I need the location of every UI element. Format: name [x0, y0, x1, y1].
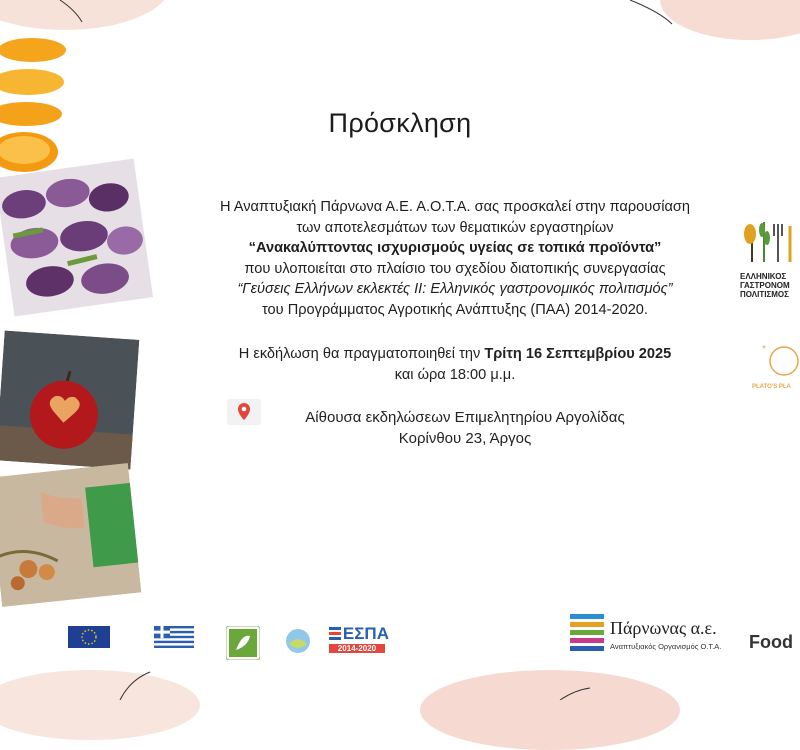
body-line-6: του Προγράμματος Αγροτικής Ανάπτυξης (ΠΑΑ) 2014-2020. [262, 301, 648, 318]
espa-text: ΕΣΠΑ [342, 624, 389, 643]
body-line-4: που υλοποιείται στο πλαίσιο του σχεδίου διατοπικής συνεργασίας [244, 260, 666, 277]
venue-name: Αίθουσα εκδηλώσεων Επιμελητηρίου Αργολίδας [305, 409, 625, 426]
svg-text:*: * [762, 344, 766, 355]
leader-logo [226, 626, 260, 665]
greek-flag-logo [154, 626, 194, 653]
plato-logo-text: PLATO'S PLA [752, 384, 791, 390]
event-time: και ώρα 18:00 μ.μ. [394, 366, 516, 383]
body-line-2: των αποτελεσμάτων των θεματικών εργαστηρίων [296, 219, 614, 236]
parnon-stripes-icon [570, 614, 604, 654]
garden-harvest-photo [0, 463, 141, 607]
eu-flag-logo [68, 626, 110, 653]
event-date: Τρίτη 16 Σεπτεμβρίου 2025 [484, 346, 672, 362]
gastronomy-logo-line-3: ΠΟΛΙΤΙΣΜΟΣ [740, 290, 789, 299]
espa-logo [329, 624, 389, 653]
region-logo [281, 626, 315, 665]
venue-address: Κορίνθου 23, Άργος [398, 430, 532, 447]
espa-stripes-icon [329, 625, 341, 643]
venue [230, 407, 700, 449]
gastronomy-logo-line-2: ΓΑΣΤΡΟΝΟΜ [740, 281, 790, 290]
workshop-title: “Ανακαλύπτοντας ισχυρισμούς υγείας σε τοπικά προϊόντα” [248, 240, 662, 256]
event-date-line [180, 344, 730, 365]
eggplants-photo [0, 159, 153, 317]
parnon-logo [570, 612, 750, 662]
apple-heart-photo [0, 330, 139, 469]
gastronomy-logo-line-1: ΕΛΛΗΝΙΚΟΣ [740, 272, 787, 281]
food-logo-text: Food [749, 632, 793, 652]
parnon-subtitle: Αναπτυξιακός Οργανισμός Ο.Τ.Α. [610, 642, 722, 651]
body-line-1: Η Αναπτυξιακή Πάρνωνα Α.Ε. Α.Ο.Τ.Α. σας προσκαλεί στην παρουσίαση [219, 199, 691, 215]
invitation-body [180, 197, 730, 320]
orange-slices-photo [0, 30, 75, 180]
event-date-prefix: Η εκδήλωση θα πραγματοποιηθεί την [238, 346, 485, 362]
project-title: “Γεύσεις Ελλήνων εκλεκτές ΙΙ: Ελληνικός γαστρονομικός πολιτισμός” [237, 281, 673, 297]
invitation-title: Πρόσκληση [328, 108, 472, 138]
platos-plate-logo [752, 343, 800, 403]
event-details [180, 344, 730, 385]
espa-years: 2014-2020 [329, 644, 385, 653]
parnon-name: Πάρνωνας α.ε. [610, 618, 717, 638]
greek-gastronomy-logo [740, 212, 800, 312]
